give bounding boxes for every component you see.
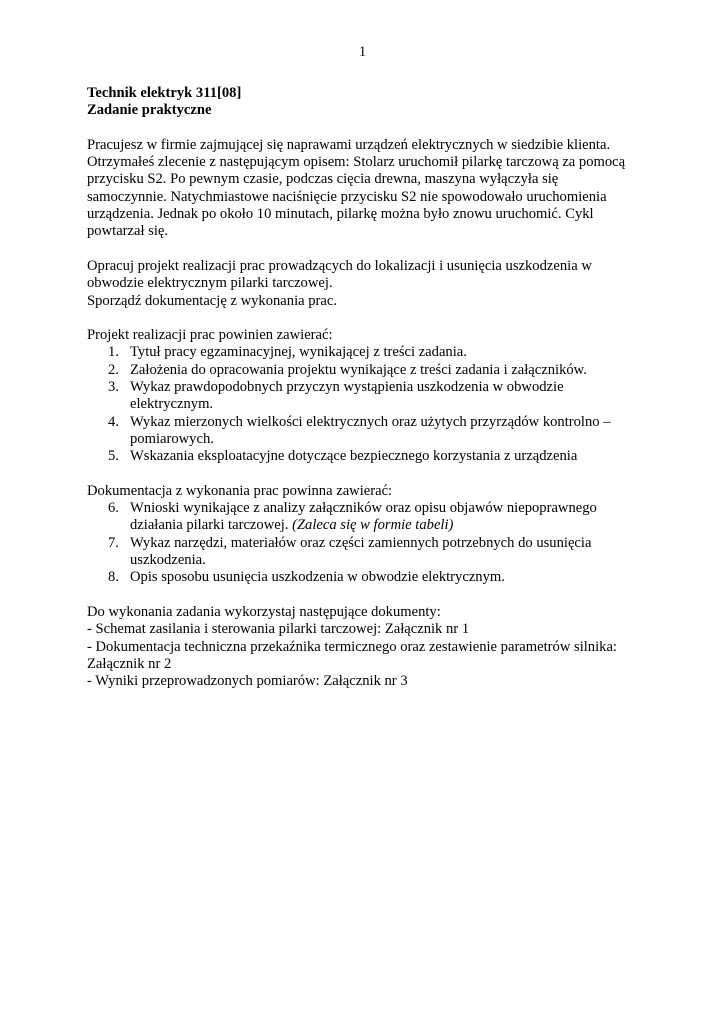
item-line: Założenia do opracowania projektu wynikające z treści zadania i załączników. xyxy=(130,361,587,378)
list-number: 6. xyxy=(108,500,119,517)
list-item xyxy=(87,448,647,465)
item-line xyxy=(130,517,647,534)
list-number: 2. xyxy=(108,361,119,378)
attachment-line: - Dokumentacja techniczna przekaźnika termicznego oraz zestawienie parametrów silnika: xyxy=(87,638,617,655)
list-number: 8. xyxy=(108,569,119,586)
attachment-line: Załącznik nr 2 xyxy=(87,655,172,672)
text-line: przycisku S2. Po pewnym czasie, podczas cięcia drewna, maszyna wyłączyła się xyxy=(87,171,559,188)
list-item xyxy=(87,414,647,449)
list-number: 5. xyxy=(108,448,119,465)
list-number: 3. xyxy=(108,379,119,396)
item-line: elektrycznym. xyxy=(130,396,214,413)
list-number: 1. xyxy=(108,344,119,361)
spacer xyxy=(87,241,647,258)
text-line: Sporządź dokumentację z wykonania prac. xyxy=(87,292,338,309)
item-line: Wskazania eksploatacyjne dotyczące bezpiecznego korzystania z urządzenia xyxy=(130,448,578,465)
text-line: samoczynnie. Natychmiastowe naciśnięcie przycisku S2 nie spowodowało uruchomienia xyxy=(87,188,607,205)
item-line: uszkodzenia. xyxy=(130,552,206,569)
document-body xyxy=(87,85,647,690)
item-line: Opis sposobu usunięcia uszkodzenia w obwodzie elektrycznym. xyxy=(130,569,505,586)
item-line: Tytuł pracy egzaminacyjnej, wynikającej z treści zadania. xyxy=(130,344,467,361)
text-line: obwodzie elektrycznym pilarki tarczowej. xyxy=(87,275,333,292)
text-line: Pracujesz w firmie zajmującej się naprawami urządzeń elektrycznych w siedzibie klienta. xyxy=(87,136,611,153)
list-number: 7. xyxy=(108,534,119,551)
page-number: 1 xyxy=(358,44,367,60)
text-line: Opracuj projekt realizacji prac prowadzących do lokalizacji i usunięcia uszkodzenia w xyxy=(87,257,592,274)
task-paragraph xyxy=(87,258,647,310)
document-title: Technik elektryk 311[08] xyxy=(87,85,242,101)
intro-paragraph xyxy=(87,137,647,241)
text-line: powtarzał się. xyxy=(87,223,169,240)
attachment-line: - Schemat zasilania i sterowania pilarki tarczowej: Załącznik nr 1 xyxy=(87,621,470,638)
spacer xyxy=(87,587,647,604)
spacer xyxy=(87,466,647,483)
list-item xyxy=(87,569,647,586)
project-list xyxy=(87,344,647,465)
item-line: Wykaz narzędzi, materiałów oraz części zamiennych potrzebnych do usunięcia xyxy=(130,534,592,551)
item-line: pomiarowych. xyxy=(130,430,214,447)
attachment-line: - Wyniki przeprowadzonych pomiarów: Załącznik nr 3 xyxy=(87,673,408,690)
list-number: 4. xyxy=(108,413,119,430)
list-item xyxy=(87,535,647,570)
document-subtitle: Zadanie praktyczne xyxy=(87,102,212,119)
spacer xyxy=(87,120,647,137)
item-line: Wnioski wynikające z analizy załączników oraz opisu objawów niepoprawnego xyxy=(130,500,597,517)
text-line: Otrzymałeś zlecenie z następującym opisem: Stolarz uruchomił pilarkę tarczową za pomocą xyxy=(87,154,626,171)
section-intro: Projekt realizacji prac powinien zawierać: xyxy=(87,327,333,344)
documentation-list xyxy=(87,500,647,586)
project-section xyxy=(87,327,647,465)
list-item xyxy=(87,500,647,535)
spacer xyxy=(87,310,647,327)
list-item xyxy=(87,344,647,361)
item-line-text: działania pilarki tarczowej. xyxy=(130,517,293,534)
section-intro: Dokumentacja z wykonania prac powinna zawierać: xyxy=(87,482,393,499)
attachments-intro: Do wykonania zadania wykorzystaj następujące dokumenty: xyxy=(87,603,441,620)
item-line: Wykaz prawdopodobnych przyczyn wystąpienia uszkodzenia w obwodzie xyxy=(130,379,564,396)
text-line: urządzenia. Jednak po około 10 minutach, pilarkę można było znowu uruchomić. Cykl xyxy=(87,206,594,223)
list-item xyxy=(87,362,647,379)
documentation-section xyxy=(87,483,647,587)
item-line: Wykaz mierzonych wielkości elektrycznych oraz użytych przyrządów kontrolno – xyxy=(130,413,611,430)
list-item xyxy=(87,379,647,414)
item-note: (Zaleca się w formie tabeli) xyxy=(292,517,454,534)
attachments-section xyxy=(87,604,647,690)
